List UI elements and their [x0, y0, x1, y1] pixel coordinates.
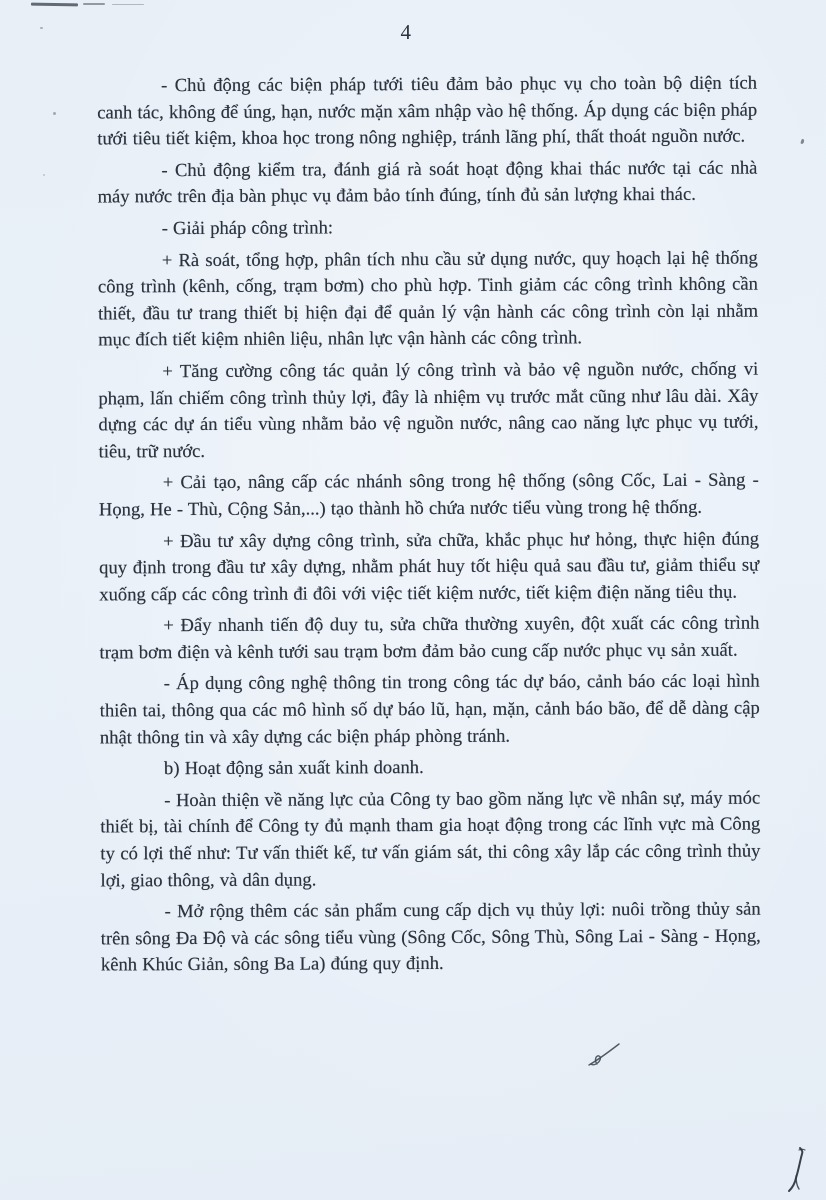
paragraph: + Đầu tư xây dựng công trình, sửa chữa, khắc phục hư hỏng, thực hiện đúng quy định trong đầu tư xây dựng, nhằm phát huy tốt hiệu quả sau đầu tư, giảm thiểu sự xuống cấp các công trình đi đôi với việc tiết kiệm nước, tiết kiệm điện năng tiêu thụ.: [99, 528, 760, 606]
scan-edge-smudge: [31, 3, 78, 6]
paragraph: b) Hoạt động sản xuất kinh doanh.: [163, 757, 424, 780]
scan-edge-smudge: [112, 4, 144, 5]
paragraph: - Áp dụng công nghệ thông tin trong công tác dự báo, cảnh báo các loại hình thiên tai, thông qua các mô hình số dự báo lũ, hạn, mặn, cảnh báo bão, để dễ dàng cập nhật thông tin và xây dựng các biện pháp phòng tránh.: [99, 671, 760, 749]
scan-speck: [40, 27, 43, 29]
document-body: [97, 71, 761, 985]
paragraph: - Hoàn thiện về năng lực của Công ty bao gồm năng lực về nhân sự, máy móc thiết bị, tài chính để Công ty đủ mạnh tham gia hoạt động trong các lĩnh vực mà Công ty có lợi thế như: Tư vấn thiết kế, tư vấn giám sát, thi công xây lắp các công trình thủy lợi, giao thông, và dân dụng.: [100, 787, 761, 892]
page-number: 4: [400, 20, 412, 44]
pen-ink-stroke: [786, 1146, 812, 1194]
scan-speck: [800, 139, 804, 145]
paragraph: - Mở rộng thêm các sản phẩm cung cấp dịch vụ thủy lợi: nuôi trồng thủy sản trên sông Đa Độ và các sông tiểu vùng (Sông Cốc, Sông Thù, Sông Lai - Sàng - Họng, kênh Khúc Giản, sông Ba La) đúng quy định.: [100, 898, 761, 976]
scan-speck: [43, 174, 45, 176]
paragraph: - Chủ động các biện pháp tưới tiêu đảm bảo phục vụ cho toàn bộ diện tích canh tác, không để úng, hạn, nước mặn xâm nhập vào hệ thống. Áp dụng các biện pháp tưới tiêu tiết kiệm, khoa học trong nông nghiệp, tránh lãng phí, thất thoát nguồn nước.: [97, 72, 758, 150]
pen-tick-mark: [586, 1041, 622, 1069]
paragraph: + Tăng cường công tác quản lý công trình và bảo vệ nguồn nước, chống vi phạm, lấn chiếm công trình thủy lợi, đây là nhiệm vụ trước mắt cũng như lâu dài. Xây dựng các dự án tiểu vùng nhằm bảo vệ nguồn nước, nâng cao năng lực phục vụ tưới, tiêu, trữ nước.: [98, 358, 759, 463]
paragraph: + Đẩy nhanh tiến độ duy tu, sửa chữa thường xuyên, đột xuất các công trình trạm bơm điện và kênh tưới sau trạm bơm đảm bảo cung cấp nước phục vụ sản xuất.: [99, 612, 760, 664]
paragraph: - Giải pháp công trình:: [161, 217, 334, 240]
paragraph: - Chủ động kiểm tra, đánh giá rà soát hoạt động khai thác nước tại các nhà máy nước trên địa bàn phục vụ đảm bảo tính đúng, tính đủ sản lượng khai thác.: [97, 157, 758, 208]
scan-speck: [53, 112, 56, 115]
paragraph: + Rà soát, tổng hợp, phân tích nhu cầu sử dụng nước, quy hoạch lại hệ thống công trình (kênh, cống, trạm bơm) cho phù hợp. Tinh giảm các công trình không cần thiết, đầu tư trang thiết bị hiện đại để quản lý vận hành các công trình còn lại nhằm mục đích tiết kiệm nhiên liệu, nhân lực vận hành các công trình.: [97, 247, 759, 351]
scan-edge-smudge: [83, 3, 105, 5]
paragraph: + Cải tạo, nâng cấp các nhánh sông trong hệ thống (sông Cốc, Lai - Sàng - Họng, He - Thù, Cộng Sản,...) tạo thành hồ chứa nước tiểu vùng trong hệ thống.: [98, 469, 759, 521]
